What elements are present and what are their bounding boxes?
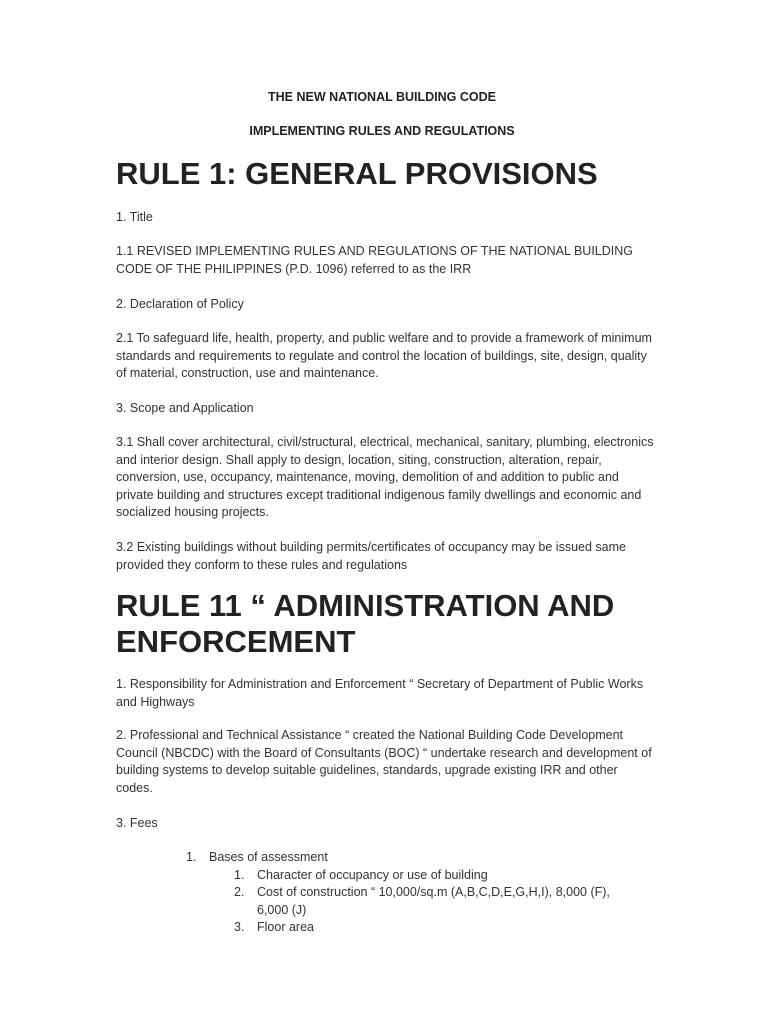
paragraph: 1. Responsibility for Administration and Enforcement “ Secretary of Department of Public Works and Highways <box>116 677 644 709</box>
paragraph: 3. Scope and Application <box>116 401 254 415</box>
list-number: 1. <box>186 850 197 864</box>
paragraph: 3.2 Existing buildings without building permits/certificates of occupancy may be issued same provided they conform to these rules and regulations <box>116 540 626 572</box>
list-label: Cost of construction “ 10,000/sq.m (A,B,C,D,E,G,H,I), 8,000 (F), <box>257 885 610 899</box>
list-item <box>234 867 488 885</box>
document-title: THE NEW NATIONAL BUILDING CODE <box>267 90 496 104</box>
paragraph: 3.1 Shall cover architectural, civil/structural, electrical, mechanical, sanitary, plumbing, electronics and interior design. Shall apply to design, location, siting, construction, alteration, repair, conversion, use, occupancy, maintenance, moving, demolition of and addition to public and private building and structures except traditional indigenous family dwellings and economic and socialized housing projects. <box>116 435 654 519</box>
rule-11-heading: RULE 11 “ ADMINISTRATION AND ENFORCEMENT <box>116 588 615 659</box>
paragraph: 2.1 To safeguard life, health, property, and public welfare and to provide a framework of minimum standards and requirements to regulate and control the location of buildings, site, design, quality of material, construction, use and maintenance. <box>116 331 652 380</box>
list-item <box>186 849 328 867</box>
paragraph: 2. Declaration of Policy <box>116 297 244 311</box>
paragraph: 2. Professional and Technical Assistance “ created the National Building Code Development Council (NBCDC) with the Board of Consultants (BOC) “ undertake research and development of building systems to develop suitable guidelines, standards, upgrade existing IRR and other codes. <box>116 728 652 795</box>
list-label: Floor area <box>257 920 314 934</box>
paragraph: 1.1 REVISED IMPLEMENTING RULES AND REGULATIONS OF THE NATIONAL BUILDING CODE OF THE PHILIPPINES (P.D. 1096) referred to as the IRR <box>116 244 634 276</box>
rule-1-heading: RULE 1: GENERAL PROVISIONS <box>116 156 598 191</box>
list-label-continuation: 6,000 (J) <box>257 902 307 917</box>
list-number: 3. <box>234 920 245 934</box>
list-number: 1. <box>234 868 245 882</box>
list-label: Character of occupancy or use of building <box>257 868 488 882</box>
list-label: Bases of assessment <box>209 850 328 864</box>
list-item <box>234 919 314 937</box>
list-number: 2. <box>234 885 245 899</box>
list-item <box>234 884 634 919</box>
paragraph: 3. Fees <box>116 816 158 830</box>
document-subtitle: IMPLEMENTING RULES AND REGULATIONS <box>249 124 515 138</box>
paragraph: 1. Title <box>116 210 153 224</box>
